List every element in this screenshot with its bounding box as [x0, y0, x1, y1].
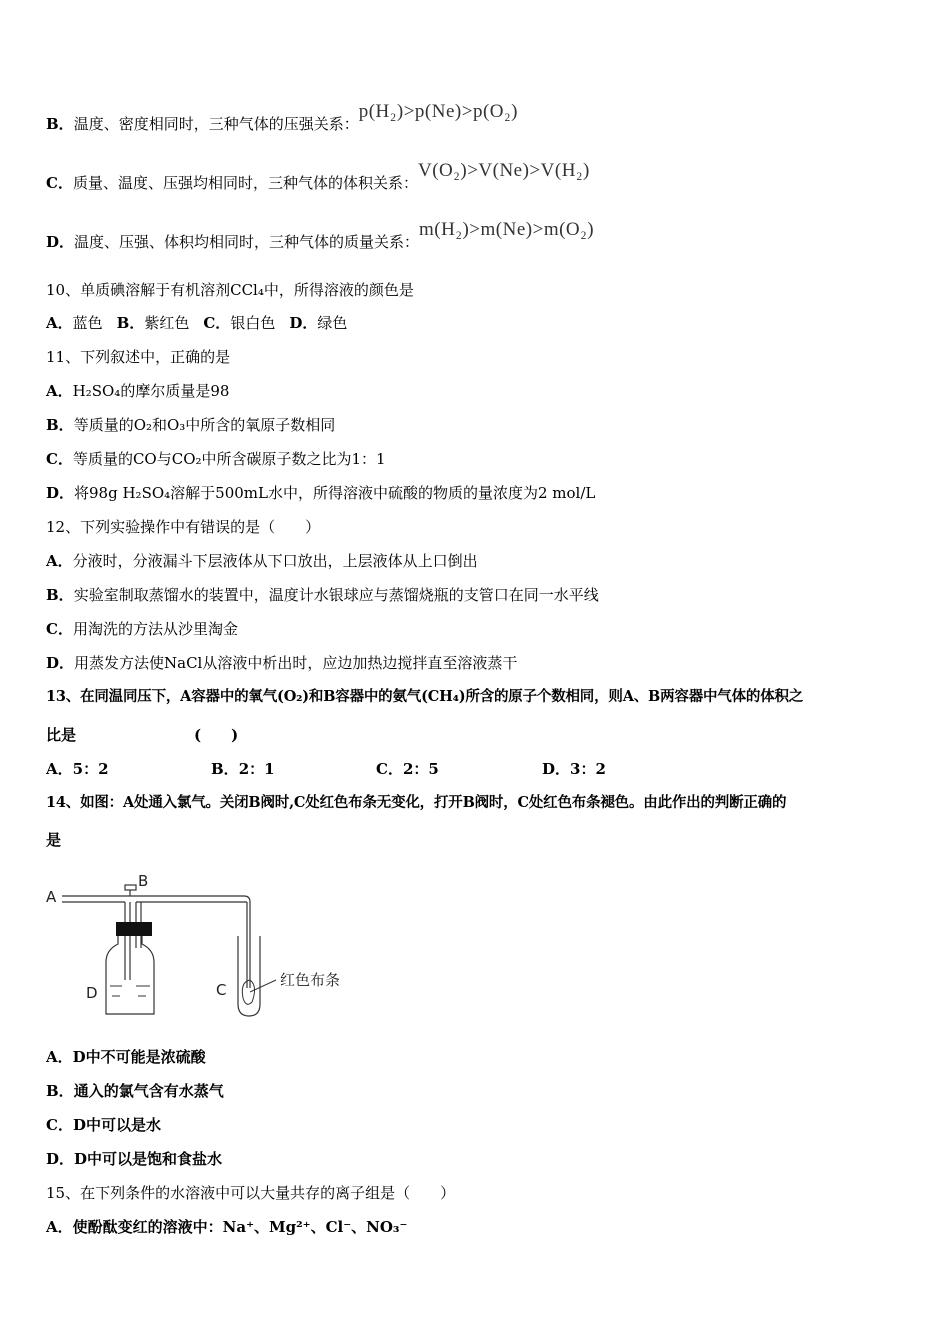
option-text: 3：2	[570, 760, 606, 778]
option-text: H₂SO₄的摩尔质量是98	[72, 382, 230, 400]
option-label: D．	[289, 314, 318, 332]
q14-option-b	[46, 1081, 224, 1101]
red-cloth-strip	[242, 980, 254, 1004]
q13-stem-line1: 13、在同温同压下，A容器中的氧气(O₂)和B容器中的氨气(CH₄)所含的原子个数相同，则A、B两容器中气体的体积之	[46, 688, 804, 705]
label-red-cloth: 红色布条	[280, 971, 341, 989]
q11-option-a	[46, 381, 229, 401]
option-label: D．	[46, 1150, 75, 1168]
q12-option-b	[46, 585, 599, 605]
label-b: B	[138, 872, 149, 890]
q14-option-d	[46, 1149, 222, 1169]
valve-b-handle	[125, 885, 136, 890]
q14-option-a	[46, 1047, 206, 1067]
q13-stem-line2	[46, 725, 238, 745]
option-text: D中可以是水	[72, 1116, 161, 1134]
option-text: 等质量的CO与CO₂中所含碳原子数之比为1：1	[72, 450, 386, 468]
mass-formula: m(H₂)>m(Ne)>m(O₂)	[419, 219, 595, 240]
option-label: D．	[46, 233, 75, 251]
option-text: 紫红色	[144, 314, 190, 332]
q10-options	[46, 313, 347, 333]
q14-stem-line2: 是	[46, 831, 62, 849]
q12-stem: 12、下列实验操作中有错误的是（ ）	[46, 518, 321, 536]
volume-formula: V(O₂)>V(Ne)>V(H₂)	[417, 160, 590, 181]
q13-option-d	[542, 759, 606, 779]
q9-option-d	[46, 219, 595, 252]
option-text: 绿色	[317, 314, 348, 332]
option-label: A．	[46, 382, 73, 400]
q13-stem-text: 比是	[46, 726, 77, 744]
option-text: 用蒸发方法使NaCl从溶液中析出时，应边加热边搅拌直至溶液蒸干	[74, 654, 518, 672]
option-label: C．	[46, 1116, 73, 1134]
option-text: D中不可能是浓硫酸	[72, 1048, 206, 1066]
option-text: 2：1	[238, 760, 275, 778]
q11-option-b	[46, 415, 335, 435]
q11-stem: 11、下列叙述中，正确的是	[46, 348, 231, 366]
q12-option-d	[46, 653, 517, 673]
option-text: 用淘洗的方法从沙里淘金	[72, 620, 238, 638]
option-text: 温度、压强、体积均相同时，三种气体的质量关系：	[74, 233, 420, 251]
q15-option-a	[46, 1217, 407, 1237]
option-label: B．	[46, 115, 74, 133]
option-text: 实验室制取蒸馏水的装置中，温度计水银球应与蒸馏烧瓶的支管口在同一水平线	[73, 586, 599, 604]
option-label: C．	[46, 450, 73, 468]
option-text: 温度、密度相同时，三种气体的压强关系：	[73, 115, 359, 133]
option-label: A．	[46, 1048, 73, 1066]
label-d: D	[86, 984, 98, 1002]
option-label: D．	[542, 760, 571, 778]
option-label: B．	[46, 586, 74, 604]
apparatus-diagram	[44, 870, 364, 1030]
option-text: 5：2	[72, 760, 109, 778]
option-text: 银白色	[230, 314, 276, 332]
option-label: C．	[46, 174, 73, 192]
option-label: A．	[46, 552, 73, 570]
q11-option-d	[46, 483, 595, 503]
q9-option-c	[46, 160, 590, 193]
option-label: A．	[46, 314, 73, 332]
q11-option-c	[46, 449, 386, 469]
q12-option-c	[46, 619, 238, 639]
option-label: C．	[376, 760, 403, 778]
option-label: C．	[203, 314, 231, 332]
option-text: 将98g H₂SO₄溶解于500mL水中，所得溶液中硫酸的物质的量浓度为2 mol/L	[74, 484, 596, 502]
label-c: C	[216, 981, 227, 999]
q12-option-a	[46, 551, 478, 571]
option-label: D．	[46, 654, 75, 672]
option-label: A．	[46, 760, 73, 778]
option-text: 使酚酞变红的溶液中：Na⁺、Mg²⁺、Cl⁻、NO₃⁻	[72, 1218, 408, 1236]
option-label: B．	[211, 760, 239, 778]
q10-stem: 10、单质碘溶解于有机溶剂CCl₄中，所得溶液的颜色是	[46, 281, 414, 299]
option-text: 等质量的O₂和O₃中所含的氧原子数相同	[73, 416, 336, 434]
q14-option-c	[46, 1115, 161, 1135]
option-label: C．	[46, 620, 73, 638]
option-label: B．	[46, 1082, 74, 1100]
option-text: 蓝色	[72, 314, 103, 332]
q9-option-b	[46, 101, 518, 134]
option-text: D中可以是饱和食盐水	[74, 1150, 223, 1168]
q13-option-c	[376, 759, 439, 779]
option-label: B．	[116, 314, 145, 332]
apparatus-figure	[44, 870, 364, 1030]
option-text: 2：5	[402, 760, 439, 778]
option-label: D．	[46, 484, 75, 502]
option-label: B．	[46, 416, 74, 434]
option-text: 通入的氯气含有水蒸气	[73, 1082, 224, 1100]
option-text: 质量、温度、压强均相同时，三种气体的体积关系：	[72, 174, 418, 192]
q13-option-b	[211, 759, 275, 779]
q13-option-a	[46, 759, 109, 779]
q15-stem: 15、在下列条件的水溶液中可以大量共存的离子组是（ ）	[46, 1184, 456, 1202]
q14-stem-line1: 14、如图：A处通入氯气。关闭B阀时,C处红色布条无变化，打开B阀时，C处红色布条褪色。由此作出的判断正确的	[46, 794, 787, 811]
label-a: A	[46, 888, 57, 906]
bottle-stopper	[116, 922, 152, 936]
answer-blank: ( )	[194, 726, 239, 744]
pressure-formula: p(H₂)>p(Ne)>p(O₂)	[358, 101, 518, 122]
option-text: 分液时，分液漏斗下层液体从下口放出，上层液体从上口倒出	[72, 552, 478, 570]
option-label: A．	[46, 1218, 73, 1236]
